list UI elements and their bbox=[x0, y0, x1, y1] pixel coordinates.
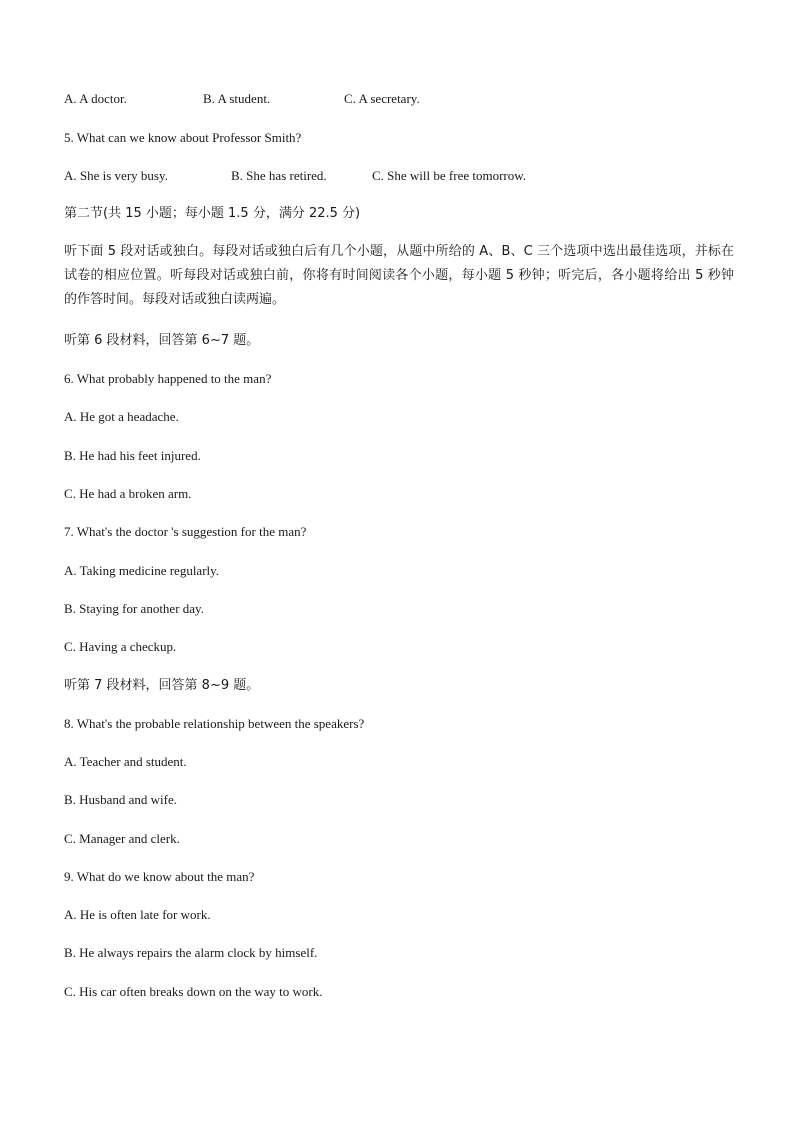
q6-option-b: B. He had his feet injured. bbox=[64, 448, 201, 463]
q5-question: 5. What can we know about Professor Smith? bbox=[64, 130, 302, 145]
q7-option-b: B. Staying for another day. bbox=[64, 601, 204, 616]
q7-option-c: C. Having a checkup. bbox=[64, 639, 177, 654]
q9-option-c: C. His car often breaks down on the way to work. bbox=[64, 984, 323, 999]
q8-question: 8. What's the probable relationship between the speakers? bbox=[64, 716, 365, 731]
q8-option-b: B. Husband and wife. bbox=[64, 792, 178, 807]
q5-option-a: A. She is very busy. bbox=[64, 168, 168, 183]
q9-question: 9. What do we know about the man? bbox=[64, 869, 255, 884]
q4-option-a: A. A doctor. bbox=[64, 91, 127, 106]
q9-option-a: A. He is often late for work. bbox=[64, 907, 211, 922]
q5-options bbox=[64, 168, 734, 184]
q8-option-a: A. Teacher and student. bbox=[64, 754, 187, 769]
q5-option-b: B. She has retired. bbox=[231, 168, 327, 183]
q5-option-c: C. She will be free tomorrow. bbox=[372, 168, 527, 183]
q4-option-c: C. A secretary. bbox=[344, 91, 420, 106]
q4-options bbox=[64, 91, 734, 107]
section2-instructions: 听下面 5 段对话或独白。每段对话或独白后有几个小题，从题中所给的 A、B、C 三个选项中选出最佳选项，并标在试卷的相应位置。听每段对话或独白前，你将有时间阅读各个小题，每小题 5 秒钟；听完后，各小题将给出 5 秒钟的作答时间。每段对话或独白读两遍。 bbox=[64, 244, 734, 307]
q7-question: 7. What's the doctor 's suggestion for the man? bbox=[64, 524, 307, 539]
q6-option-a: A. He got a headache. bbox=[64, 409, 179, 424]
q6-option-c: C. He had a broken arm. bbox=[64, 486, 192, 501]
section2-title: 第二节(共 15 小题；每小题 1.5 分，满分 22.5 分) bbox=[64, 206, 361, 221]
q8-option-c: C. Manager and clerk. bbox=[64, 831, 180, 846]
q6-question: 6. What probably happened to the man? bbox=[64, 371, 272, 386]
material6-heading: 听第 6 段材料，回答第 6~7 题。 bbox=[64, 333, 260, 348]
q7-option-a: A. Taking medicine regularly. bbox=[64, 563, 220, 578]
material7-heading: 听第 7 段材料，回答第 8~9 题。 bbox=[64, 678, 260, 693]
q9-option-b: B. He always repairs the alarm clock by himself. bbox=[64, 945, 318, 960]
q4-option-b: B. A student. bbox=[203, 91, 271, 106]
